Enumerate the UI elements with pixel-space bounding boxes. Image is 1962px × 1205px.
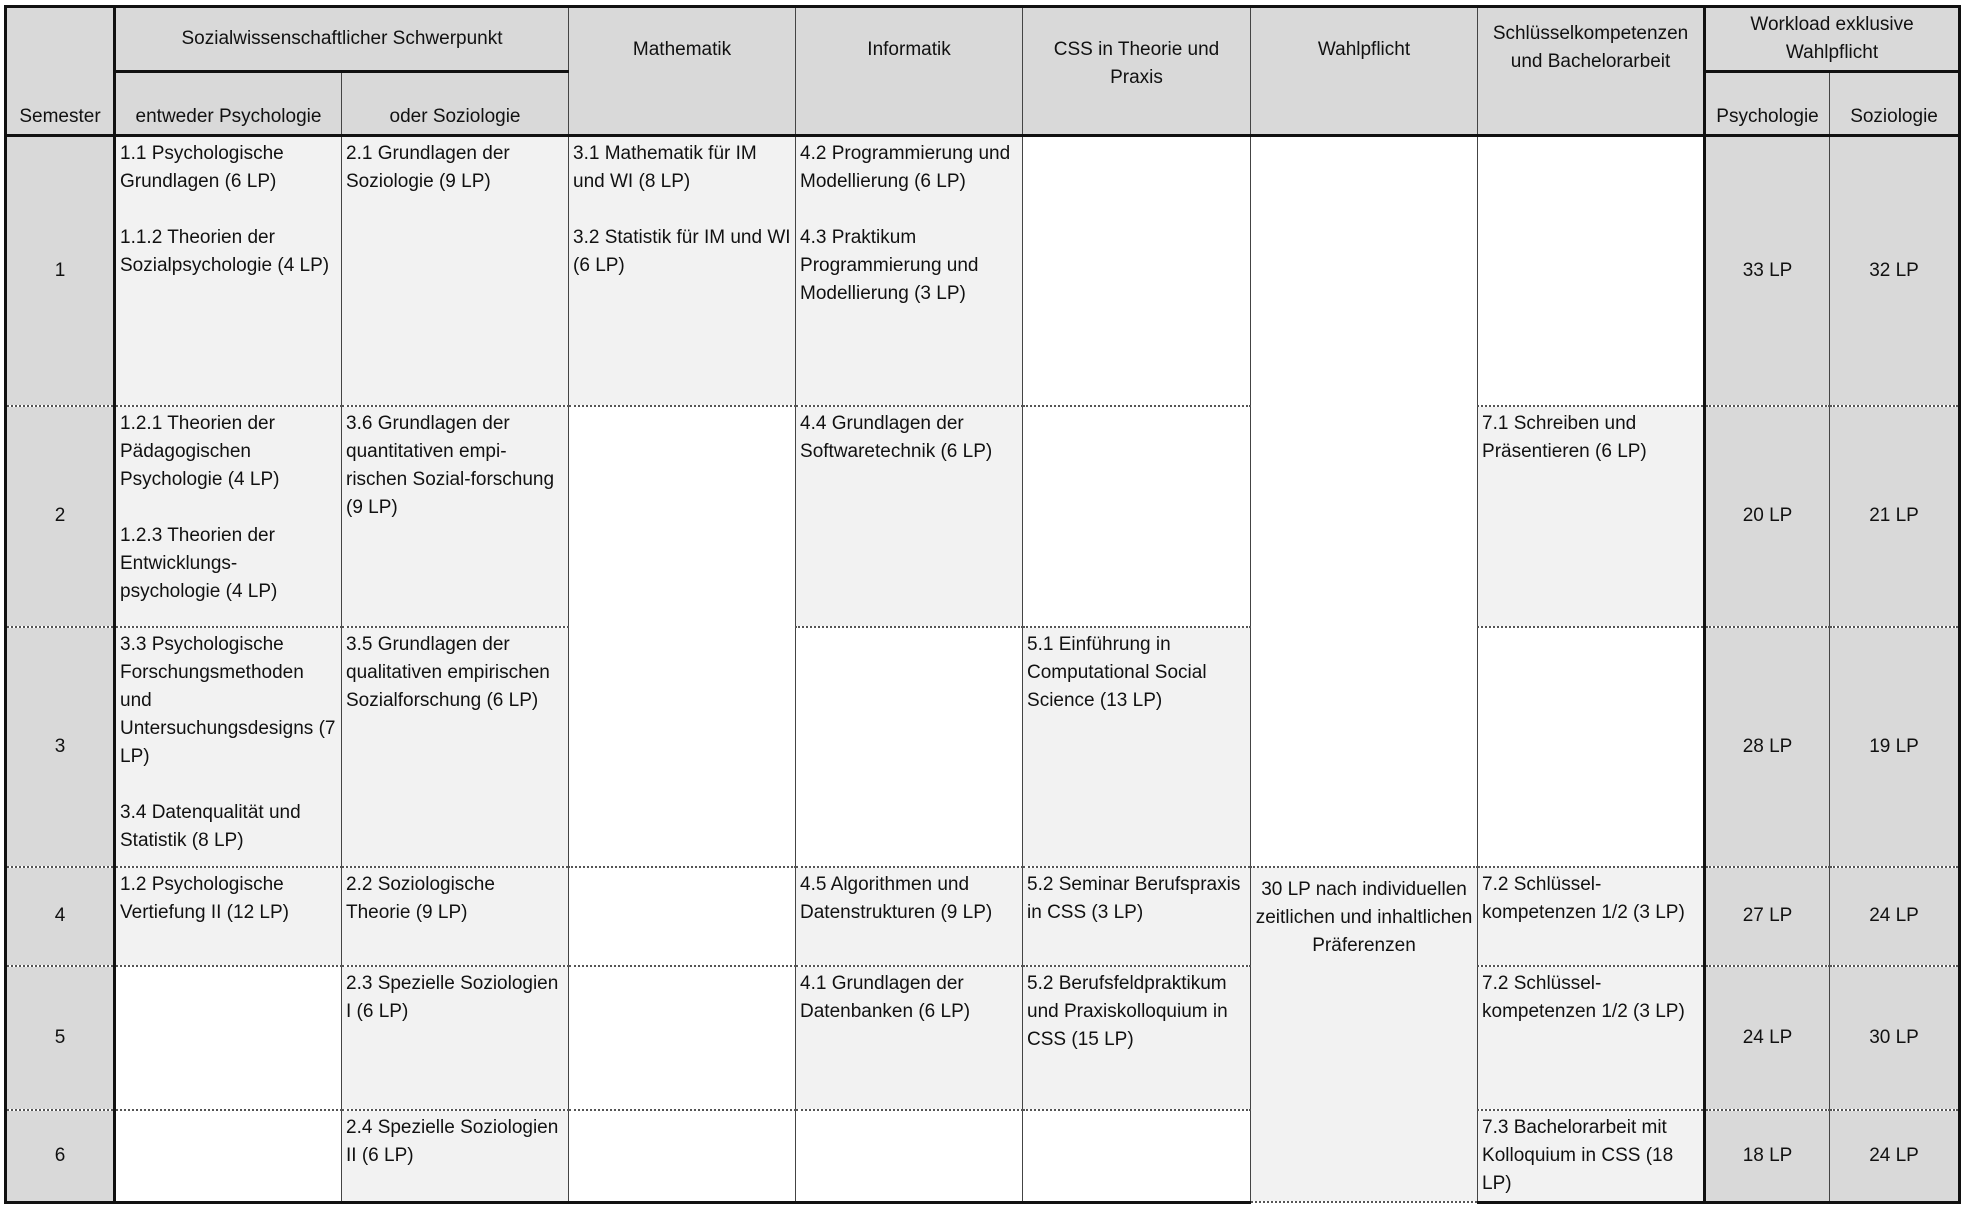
module-entry: 7.3 Bachelorarbeit mit Kolloquium in CSS (18 LP) (1482, 1116, 1674, 1194)
module-entry: 4.1 Grundlagen der Datenbanken (6 LP) (800, 972, 971, 1022)
semester-number: 2 (6, 406, 115, 627)
key-skills-cell (1478, 1110, 1705, 1203)
module-entry: 5.1 Einführung in Computational Social Science (13 LP) (1027, 633, 1207, 711)
psychology-cell (115, 136, 342, 406)
key-skills-cell (1478, 966, 1705, 1110)
elective-cell-empty (1251, 136, 1478, 867)
workload-psychology: 33 LP (1705, 136, 1830, 406)
css-cell (1023, 1110, 1251, 1203)
module-entry: 3.4 Datenqualität und Statistik (8 LP) (120, 801, 301, 851)
psychology-cell (115, 406, 342, 627)
semester-row (6, 1110, 1960, 1203)
module-entry: 2.1 Grundlagen der Soziologie (9 LP) (346, 143, 510, 192)
module-entry: 7.2 Schlüssel-kompetenzen 1/2 (3 LP) (1482, 873, 1685, 923)
workload-sociology: 32 LP (1830, 136, 1960, 406)
elective-cell (1251, 867, 1478, 1203)
workload-sociology: 24 LP (1830, 1110, 1960, 1203)
semester-number: 5 (6, 966, 115, 1110)
informatics-cell (796, 627, 1023, 867)
header-row-1 (6, 7, 1960, 72)
workload-psychology: 24 LP (1705, 966, 1830, 1110)
math-cell (569, 1110, 796, 1203)
css-cell (1023, 867, 1251, 966)
module-entry: 3.5 Grundlagen der qualitativen empirischen Sozialforschung (6 LP) (346, 633, 550, 711)
math-cell (569, 867, 796, 966)
module-entry: 7.1 Schreiben und Präsentieren (6 LP) (1482, 412, 1647, 462)
workload-psychology: 27 LP (1705, 867, 1830, 966)
css-cell (1023, 406, 1251, 627)
header-elective: Wahlpflicht (1251, 7, 1478, 136)
workload-psychology: 28 LP (1705, 627, 1830, 867)
module-entry: 1.2 Psychologische Vertiefung II (12 LP) (120, 873, 289, 923)
module-entry: 4.5 Algorithmen und Datenstrukturen (9 LP) (800, 873, 993, 923)
module-entry: 5.2 Seminar Berufspraxis in CSS (3 LP) (1027, 873, 1241, 923)
math-cell (569, 136, 796, 406)
psychology-cell (115, 966, 342, 1110)
sociology-cell (342, 1110, 569, 1203)
study-plan-table (4, 5, 1961, 1204)
sociology-cell (342, 406, 569, 627)
header-math: Mathematik (569, 7, 796, 136)
workload-sociology: 30 LP (1830, 966, 1960, 1110)
semester-row (6, 136, 1960, 406)
header-either-psychology: entweder Psychologie (115, 72, 342, 136)
semester-number: 4 (6, 867, 115, 966)
module-entry: 1.2.3 Theorien der Entwicklungs-psychologie (4 LP) (120, 524, 278, 602)
sociology-cell (342, 966, 569, 1110)
semester-row (6, 966, 1960, 1110)
module-entry: 1.2.1 Theorien der Pädagogischen Psychologie (4 LP) (120, 412, 280, 490)
workload-psychology: 20 LP (1705, 406, 1830, 627)
header-workload: Workload exklusive Wahlpflicht (1705, 7, 1960, 72)
informatics-cell (796, 136, 1023, 406)
sociology-cell (342, 627, 569, 867)
module-entry: 3.6 Grundlagen der quantitativen empi-rischen Sozial-forschung (9 LP) (346, 412, 555, 518)
module-entry: 2.2 Soziologische Theorie (9 LP) (346, 873, 495, 923)
module-entry: 3.3 Psychologische Forschungsmethoden und Untersuchungsdesigns (7 LP) (120, 633, 336, 767)
informatics-cell (796, 966, 1023, 1110)
css-cell (1023, 627, 1251, 867)
module-entry: 5.2 Berufsfeldpraktikum und Praxiskolloquium in CSS (15 LP) (1027, 972, 1228, 1050)
header-or-sociology: oder Soziologie (342, 72, 569, 136)
module-entry: 2.4 Spezielle Soziologien II (6 LP) (346, 1116, 559, 1166)
workload-sociology: 24 LP (1830, 867, 1960, 966)
module-entry: 3.1 Mathematik für IM und WI (8 LP) (573, 143, 757, 192)
semester-number: 6 (6, 1110, 115, 1203)
workload-psychology: 18 LP (1705, 1110, 1830, 1203)
header-workload-psychology: Psychologie (1705, 72, 1830, 136)
workload-sociology: 19 LP (1830, 627, 1960, 867)
key-skills-cell (1478, 627, 1705, 867)
semester-row (6, 406, 1960, 627)
semester-number: 3 (6, 627, 115, 867)
semester-number: 1 (6, 136, 115, 406)
psychology-cell (115, 627, 342, 867)
header-workload-sociology: Soziologie (1830, 72, 1960, 136)
informatics-cell (796, 867, 1023, 966)
module-entry: 4.2 Programmierung und Modellierung (6 LP) (800, 143, 1011, 192)
math-cell (569, 966, 796, 1110)
module-entry: 2.3 Spezielle Soziologien I (6 LP) (346, 972, 559, 1022)
header-css: CSS in Theorie und Praxis (1023, 7, 1251, 136)
header-informatics: Informatik (796, 7, 1023, 136)
header-key-skills: Schlüsselkompetenzen und Bachelorarbeit (1478, 7, 1705, 136)
key-skills-cell (1478, 406, 1705, 627)
module-entry: 4.3 Praktikum Programmierung und Modellierung (3 LP) (800, 227, 979, 304)
header-social-focus: Sozialwissenschaftlicher Schwerpunkt (115, 7, 569, 72)
module-entry: 4.4 Grundlagen der Softwaretechnik (6 LP) (800, 412, 993, 462)
module-entry: 7.2 Schlüssel-kompetenzen 1/2 (3 LP) (1482, 972, 1685, 1022)
module-entry: 1.1 Psychologische Grundlagen (6 LP) (120, 143, 284, 192)
math-cell (569, 406, 796, 867)
psychology-cell (115, 867, 342, 966)
module-entry: 3.2 Statistik für IM und WI (6 LP) (573, 227, 791, 276)
css-cell (1023, 966, 1251, 1110)
header-semester: Semester (6, 7, 115, 136)
informatics-cell (796, 406, 1023, 627)
sociology-cell (342, 136, 569, 406)
informatics-cell (796, 1110, 1023, 1203)
module-entry: 1.1.2 Theorien der Sozialpsychologie (4 LP) (120, 227, 330, 276)
key-skills-cell (1478, 136, 1705, 406)
psychology-cell (115, 1110, 342, 1203)
elective-note: 30 LP nach individuellen zeitlichen und inhaltlichen Präferenzen (1255, 878, 1473, 956)
css-cell (1023, 136, 1251, 406)
semester-row (6, 627, 1960, 867)
semester-row (6, 867, 1960, 966)
sociology-cell (342, 867, 569, 966)
workload-sociology: 21 LP (1830, 406, 1960, 627)
key-skills-cell (1478, 867, 1705, 966)
